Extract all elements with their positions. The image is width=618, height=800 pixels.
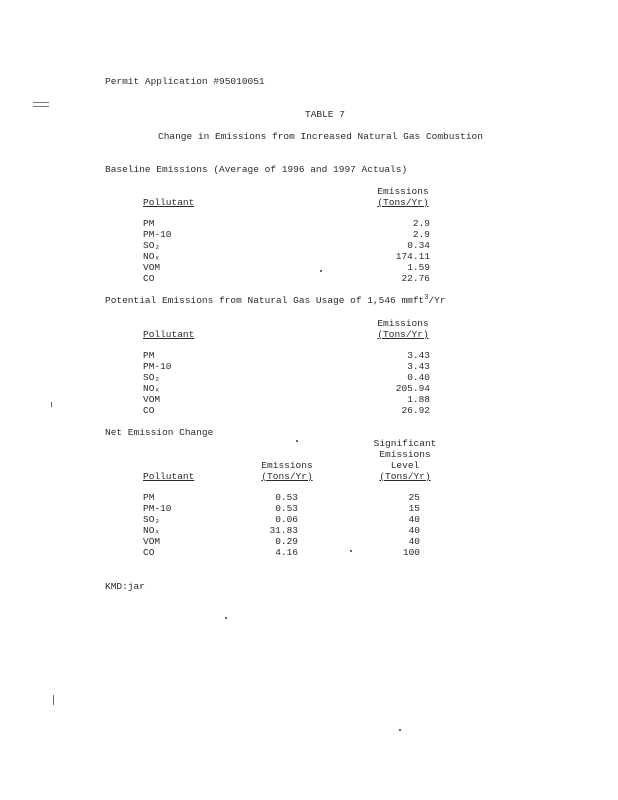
table-row-level: 40 — [408, 525, 420, 536]
table-row-value: 0.34 — [407, 240, 430, 251]
table-row-value: 4.16 — [275, 547, 298, 558]
table-row-value: 0.53 — [275, 503, 298, 514]
table-row-level: 15 — [408, 503, 420, 514]
table-row-pollutant: NOₓ — [143, 383, 161, 394]
table-row-pollutant: CO — [143, 273, 155, 284]
net-col-pollutant: Pollutant — [143, 471, 195, 482]
table-row-pollutant: NOₓ — [143, 251, 161, 262]
potential-col-emissions-1: Emissions — [377, 318, 429, 329]
baseline-col-pollutant: Pollutant — [143, 197, 195, 208]
table-row-level: 40 — [408, 536, 420, 547]
table-row-value: 2.9 — [412, 218, 430, 229]
scan-speck — [399, 729, 401, 731]
scan-speck — [296, 440, 298, 442]
table-row-value: 0.06 — [275, 514, 298, 525]
table-row-value: 0.53 — [275, 492, 298, 503]
permit-application-line: Permit Application #95010051 — [105, 76, 265, 87]
table-row-pollutant: PM — [143, 350, 155, 361]
table-row-pollutant: VOM — [143, 394, 161, 405]
table-row-pollutant: PM-10 — [143, 503, 172, 514]
scan-speck — [51, 402, 52, 407]
table-row-pollutant: NOₓ — [143, 525, 161, 536]
net-col-emissions-1: Emissions — [261, 460, 313, 471]
potential-col-pollutant: Pollutant — [143, 329, 195, 340]
table-row-pollutant: VOM — [143, 536, 161, 547]
table-row-value: 3.43 — [407, 361, 430, 372]
table-row-pollutant: PM-10 — [143, 361, 172, 372]
scan-artifact-mark — [33, 102, 49, 107]
table-row-value: 31.83 — [269, 525, 298, 536]
scan-speck — [225, 617, 227, 619]
table-row-level: 25 — [408, 492, 420, 503]
table-row-pollutant: SO₂ — [143, 372, 161, 383]
table-row-pollutant: PM — [143, 492, 155, 503]
table-row-value: 2.9 — [412, 229, 430, 240]
baseline-col-emissions-2: (Tons/Yr) — [377, 197, 429, 208]
potential-heading-prefix: Potential Emissions from Natural Gas Usage of 1,546 mmft — [105, 295, 425, 306]
table-number: TABLE 7 — [305, 109, 345, 120]
net-change-heading: Net Emission Change — [105, 427, 214, 438]
net-col-significant-1: Significant — [373, 438, 437, 449]
potential-heading-suffix: /Yr — [428, 295, 446, 306]
table-row-pollutant: CO — [143, 547, 155, 558]
table-row-value: 26.92 — [401, 405, 430, 416]
table-row-value: 205.94 — [395, 383, 430, 394]
table-row-value: 3.43 — [407, 350, 430, 361]
table-row-pollutant: PM — [143, 218, 155, 229]
table-row-value: 1.88 — [407, 394, 430, 405]
scan-speck — [53, 695, 54, 705]
table-row-pollutant: VOM — [143, 262, 161, 273]
table-row-value: 0.29 — [275, 536, 298, 547]
baseline-col-emissions-1: Emissions — [377, 186, 429, 197]
table-row-level: 100 — [402, 547, 420, 558]
table-title: Change in Emissions from Increased Natural Gas Combustion — [158, 131, 483, 142]
potential-heading — [105, 295, 446, 306]
baseline-heading: Baseline Emissions (Average of 1996 and 1997 Actuals) — [105, 164, 408, 175]
net-col-significant-2: Emissions — [379, 449, 431, 460]
table-row-value: 174.11 — [395, 251, 430, 262]
net-col-emissions-2: (Tons/Yr) — [261, 471, 313, 482]
table-row-pollutant: CO — [143, 405, 155, 416]
table-row-value: 1.59 — [407, 262, 430, 273]
potential-heading-superscript: 3 — [424, 293, 429, 302]
table-row-pollutant: SO₂ — [143, 514, 161, 525]
author-initials: KMD:jar — [105, 581, 145, 592]
net-col-significant-4: (Tons/Yr) — [379, 471, 431, 482]
scan-speck — [320, 270, 322, 272]
table-row-level: 40 — [408, 514, 420, 525]
table-row-value: 22.76 — [401, 273, 430, 284]
net-col-significant-3: Level — [390, 460, 420, 471]
potential-col-emissions-2: (Tons/Yr) — [377, 329, 429, 340]
table-row-pollutant: SO₂ — [143, 240, 161, 251]
table-row-value: 0.40 — [407, 372, 430, 383]
scan-speck — [350, 550, 352, 552]
table-row-pollutant: PM-10 — [143, 229, 172, 240]
